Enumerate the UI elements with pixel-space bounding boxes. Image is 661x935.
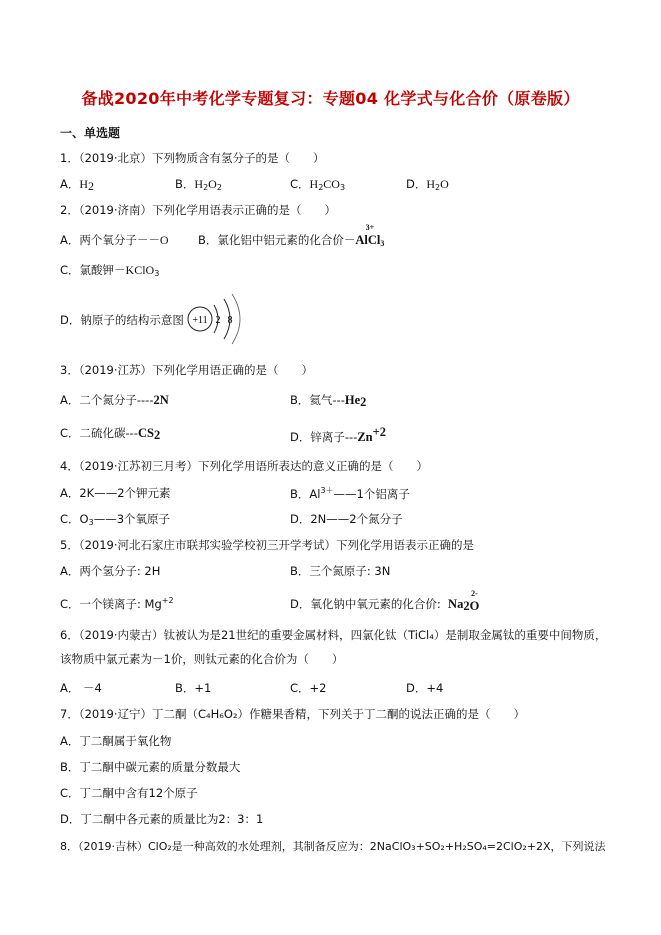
nucleus-charge: +11 bbox=[192, 315, 208, 326]
q5-option-d[interactable]: D．氧化钠中氧元素的化合价: $Na_2$ 2- O bbox=[290, 589, 480, 613]
question-8-stem: 8．（2019·吉林）ClO₂是一种高效的水处理剂，其制备反应为：2NaClO₃+SO₂+H₂SO₄=2ClO₂+2X，下列说法 bbox=[60, 840, 606, 853]
question-2-stem: 2．（2019·济南）下列化学用语表示正确的是（ ） bbox=[60, 203, 336, 217]
q4-option-b[interactable]: B．$Al^{3+}——1$个铝离子 bbox=[290, 486, 410, 501]
q5-option-a[interactable]: A．两个氢分子: 2H bbox=[60, 564, 161, 578]
shell-1-electrons: 2 bbox=[215, 315, 221, 326]
question-1-stem: 1．（2019·北京）下列物质含有氢分子的是（ ） bbox=[60, 151, 325, 165]
q4-option-d[interactable]: D．2N——2个氮分子 bbox=[290, 512, 403, 526]
q4-option-a[interactable]: A．2K——2个钾元素 bbox=[60, 486, 171, 500]
q3-option-a[interactable]: A．二个氮分子----2N bbox=[60, 393, 169, 407]
page-title: 备战2020年中考化学专题复习：专题04 化学式与化合价（原卷版） bbox=[81, 89, 580, 108]
q6-option-d[interactable]: D．+4 bbox=[406, 681, 444, 695]
question-3-stem: 3．（2019·江苏）下列化学用语正确的是（ ） bbox=[60, 363, 313, 377]
q1-option-c[interactable]: C．$H_2CO_3$ bbox=[290, 177, 346, 192]
question-7-stem: 7．（2019·辽宁）丁二酮（C₄H₆O₂）作糖果香精，下列关于丁二酮的说法正确的是（ ） bbox=[60, 707, 526, 721]
sodium-atom-structure-diagram bbox=[186, 290, 246, 348]
q2-option-a[interactable]: A．两个氧分子－－O bbox=[60, 233, 169, 247]
q3-option-b[interactable]: B．氦气$---He_2$ bbox=[290, 393, 367, 409]
q2-option-c[interactable]: C．氯酸钾－KClO$_3$ bbox=[60, 263, 160, 278]
q5-option-b[interactable]: B．三个氮原子: 3N bbox=[290, 564, 391, 578]
q2-option-b[interactable]: B．氯化铝中铝元素的化合价－ 3+ AlCl$_3$ bbox=[198, 223, 385, 248]
q1-option-b[interactable]: B．$H_2O_2$ bbox=[175, 177, 222, 192]
q3-option-c[interactable]: C．二硫化碳$---CS_2$ bbox=[60, 426, 161, 442]
q6-option-b[interactable]: B．+1 bbox=[175, 681, 212, 695]
q5-option-c[interactable]: C．一个镁离子: $Mg^{+2}$ bbox=[60, 596, 174, 611]
q7-option-b[interactable]: B．丁二酮中碳元素的质量分数最大 bbox=[60, 760, 241, 774]
q3-option-d[interactable]: D．锌离子$---Zn^{+2}$ bbox=[290, 425, 386, 444]
q7-option-a[interactable]: A．丁二酮属于氧化物 bbox=[60, 734, 172, 748]
q7-option-c[interactable]: C．丁二酮中含有12个原子 bbox=[60, 786, 198, 800]
shell-2-electrons: 8 bbox=[227, 315, 233, 326]
electron-shell-3 bbox=[232, 294, 240, 344]
question-5-stem: 5．（2019·河北石家庄市联邦实验学校初三开学考试）下列化学用语表示正确的是 bbox=[60, 538, 474, 552]
q4-option-c[interactable]: C．$O_3——3$个氧原子 bbox=[60, 512, 171, 527]
q1-option-a[interactable]: A．$H_2$ bbox=[60, 177, 95, 193]
q6-option-c[interactable]: C．+2 bbox=[290, 681, 327, 695]
q6-option-a[interactable]: A． －4 bbox=[60, 681, 102, 695]
question-6-stem-line-1: 6．（2019·内蒙古）钛被认为是21世纪的重要金属材料，四氯化钛（TiCl₄）是制取金属钛的重要中间物质， bbox=[60, 628, 607, 642]
question-4-stem: 4．（2019·江苏初三月考）下列化学用语所表达的意义正确的是（ ） bbox=[60, 459, 428, 473]
q1-option-d[interactable]: D．$H_2O$ bbox=[406, 177, 449, 192]
question-6-stem-line-2: 该物质中氯元素为－1价，则钛元素的化合价为（ ） bbox=[60, 652, 344, 666]
section-heading: 一、单选题 bbox=[60, 126, 121, 140]
q7-option-d[interactable]: D．丁二酮中各元素的质量比为2：3：1 bbox=[60, 812, 264, 826]
q2-option-d[interactable]: D．钠原子的结构示意图 bbox=[60, 313, 184, 327]
